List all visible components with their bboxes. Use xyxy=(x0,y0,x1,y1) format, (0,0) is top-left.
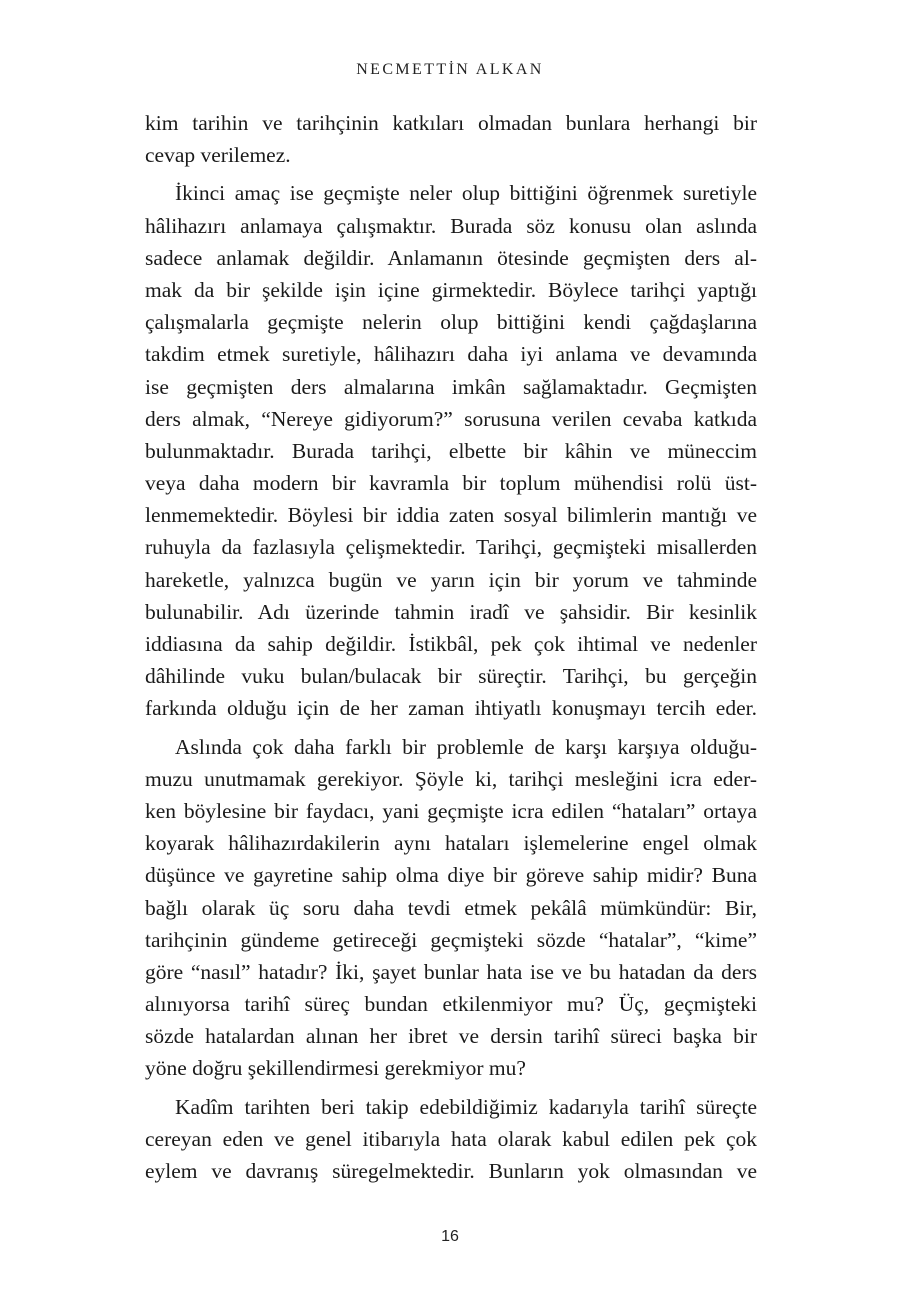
text-line: tarihçinin gündeme getireceği geçmişteki sözde “hatalar”, “kime” xyxy=(145,927,757,952)
body-text xyxy=(145,107,757,1187)
paragraph-4 xyxy=(145,1091,757,1188)
text-line: hareketle, yalnızca bugün ve yarın için bir yorum ve tahminde xyxy=(145,567,757,592)
text-line: kim tarihin ve tarihçinin katkıları olmadan bunlara herhangi bir xyxy=(145,111,757,135)
text-line: koyarak hâlihazırdakilerin aynı hataları işlemelerine engel olmak xyxy=(145,831,757,856)
running-header: NECMETTİN ALKAN xyxy=(356,61,544,78)
text-line: mak da bir şekilde işin içine girmektedir. Böylece tarihçi yaptığı xyxy=(145,277,757,302)
text-line: takdim etmek suretiyle, hâlihazırı daha iyi anlama ve devamında xyxy=(145,342,757,367)
text-line: sözde hatalardan alınan her ibret ve dersin tarihî süreci başka bir xyxy=(145,1024,757,1049)
paragraph-3 xyxy=(145,731,757,1085)
text-line: iddiasına da sahip değildir. İstikbâl, pek çok ihtimal ve nedenler xyxy=(145,632,757,656)
text-line: Aslında çok daha farklı bir problemle de karşı karşıya olduğu- xyxy=(175,734,757,759)
text-line: sadece anlamak değildir. Anlamanın ötesinde geçmişten ders al- xyxy=(145,245,757,270)
text-line: göre “nasıl” hatadır? İki, şayet bunlar hata ise ve bu hatadan da ders xyxy=(145,959,757,984)
text-line: ise geçmişten ders almalarına imkân sağlamaktadır. Geçmişten xyxy=(145,374,757,399)
text-line: dâhilinde vuku bulan/bulacak bir süreçtir. Tarihçi, bu gerçeğin xyxy=(145,664,757,689)
page-number: 16 xyxy=(441,1228,459,1245)
text-line: Kadîm tarihten beri takip edebildiğimiz kadarıyla tarihî süreçte xyxy=(175,1094,757,1119)
text-line: ruhuyla da fazlasıyla çelişmektedir. Tarihçi, geçmişteki misallerden xyxy=(145,535,757,560)
text-line: hâlihazırı anlamaya çalışmaktır. Burada söz konusu olan aslında xyxy=(145,213,757,238)
text-line: farkında olduğu için de her zaman ihtiyatlı konuşmayı tercih eder. xyxy=(145,696,757,721)
text-line: lenmemektedir. Böylesi bir iddia zaten sosyal bilimlerin mantığı ve xyxy=(145,503,757,528)
text-line: muzu unutmamak gerekiyor. Şöyle ki, tarihçi mesleğini icra eder- xyxy=(145,766,757,791)
text-line: yöne doğru şekillendirmesi gerekmiyor mu? xyxy=(145,1056,526,1081)
text-line: İkinci amaç ise geçmişte neler olup bittiğini öğrenmek suretiyle xyxy=(175,181,757,206)
paragraph-2 xyxy=(145,177,757,724)
text-line: bağlı olarak üç soru daha tevdi etmek pekâlâ mümkündür: Bir, xyxy=(145,895,757,920)
text-line: cevap verilemez. xyxy=(145,143,291,168)
text-line: cereyan eden ve genel itibarıyla hata olarak kabul edilen pek çok xyxy=(145,1126,757,1151)
text-line: ken böylesine bir faydacı, yani geçmişte icra edilen “hataları” ortaya xyxy=(145,798,757,823)
paragraph-1 xyxy=(145,107,757,171)
text-line: ders almak, “Nereye gidiyorum?” sorusuna verilen cevaba katkıda xyxy=(145,406,757,431)
text-line: veya daha modern bir kavramla bir toplum mühendisi rolü üst- xyxy=(145,471,757,496)
text-line: eylem ve davranış süregelmektedir. Bunların yok olmasından ve xyxy=(145,1159,757,1183)
text-line: düşünce ve gayretine sahip olma diye bir göreve sahip midir? Buna xyxy=(145,863,757,888)
text-line: çalışmalarla geçmişte nelerin olup bittiğini kendi çağdaşlarına xyxy=(145,310,757,335)
text-line: bulunmaktadır. Burada tarihçi, elbette bir kâhin ve müneccim xyxy=(145,438,757,463)
text-line: alınıyorsa tarihî süreç bundan etkilenmiyor mu? Üç, geçmişteki xyxy=(145,992,757,1017)
text-line: bulunabilir. Adı üzerinde tahmin iradî ve şahsidir. Bir kesinlik xyxy=(145,599,757,624)
